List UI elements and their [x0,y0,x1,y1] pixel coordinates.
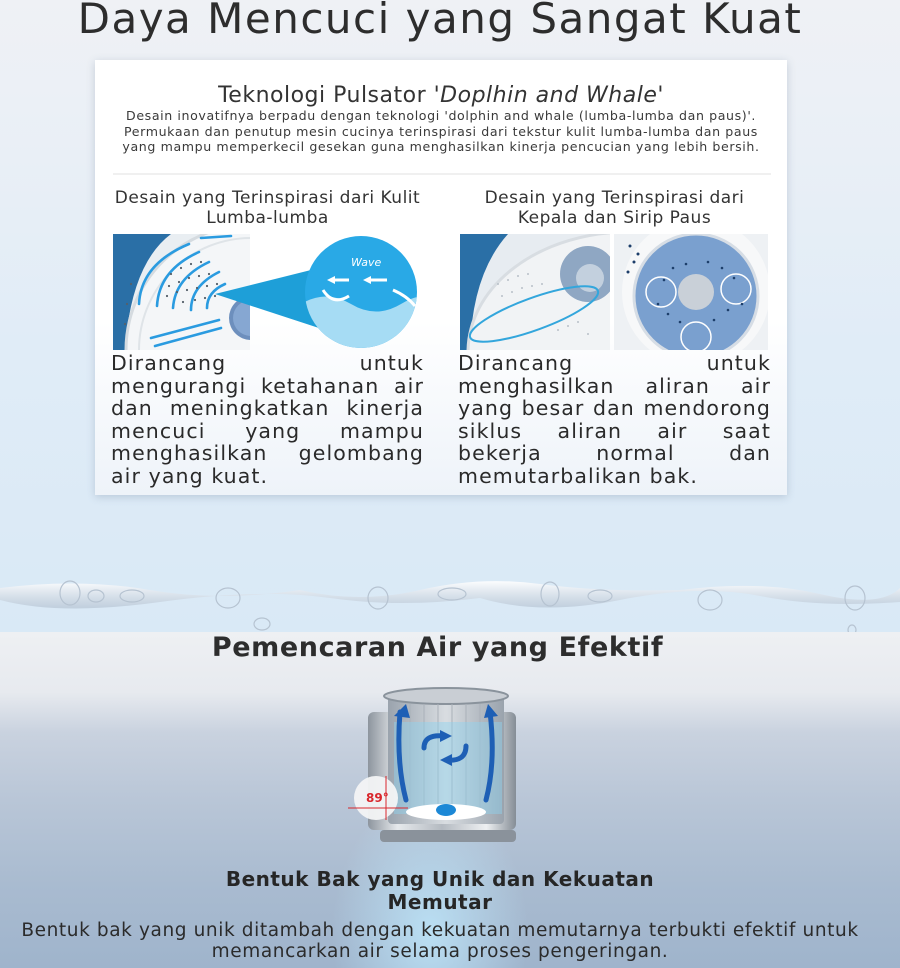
wave-label: Wave [351,256,382,269]
pulsator-fin-illustration [458,234,771,350]
column-whale-head [458,188,771,487]
main-title: Daya Mencuci yang Sangat Kuat [77,0,803,43]
column-text: Dirancang untuk menghasilkan aliran air yang besar dan mendorong siklus aliran air saat bekerja normal dan memutarbalikan bak. [458,351,771,488]
pulsator-card [95,60,787,495]
pulsator-wave-illustration [111,234,424,350]
angle-label: 89° [366,791,389,805]
dolphin-skin-image [111,234,424,350]
column-dolphin-skin [111,188,424,487]
section-subtitle-line1: Bentuk Bak yang Unik dan Kekuatan [225,867,655,891]
section-description: Bentuk bak yang unik ditambah dengan kekuatan memutarnya terbukti efektif untuk memancarkan air selama proses pengeringan. [21,920,859,962]
column-title: Desain yang Terinspirasi dari Kepala dan Sirip Paus [484,188,745,228]
card-heading-italic: 'Doplhin and Whale' [433,83,664,108]
column-title: Desain yang Terinspirasi dari Kulit Lumba-lumba [114,188,421,228]
column-text: Dirancang untuk mengurangi ketahanan air dan meningkatkan kinerja mencuci yang mampu menghasilkan gelombang air yang kuat. [111,351,424,488]
section-subtitle [0,868,880,914]
section-subtitle-line2: Memutar [387,890,493,914]
water-splash-decoration [0,560,900,640]
whale-head-image [458,234,771,350]
water-dispersion-section [0,632,900,968]
washing-tub-illustration [340,682,520,844]
card-heading [95,83,787,108]
card-divider [113,173,771,175]
card-heading-plain: Teknologi Pulsator [218,83,434,108]
section-title: Pemencaran Air yang Efektif [211,632,664,663]
card-description: Desain inovatifnya berpadu dengan teknologi 'dolphin and whale (lumba-lumba dan paus)'. Permukaan dan penutup mesin cucinya terinspirasi dari tekstur kulit lumba-lumba dan paus yang mampu memperkecil gesekan guna menghasilkan kinerja pencucian yang lebih bersih. [122,108,760,155]
